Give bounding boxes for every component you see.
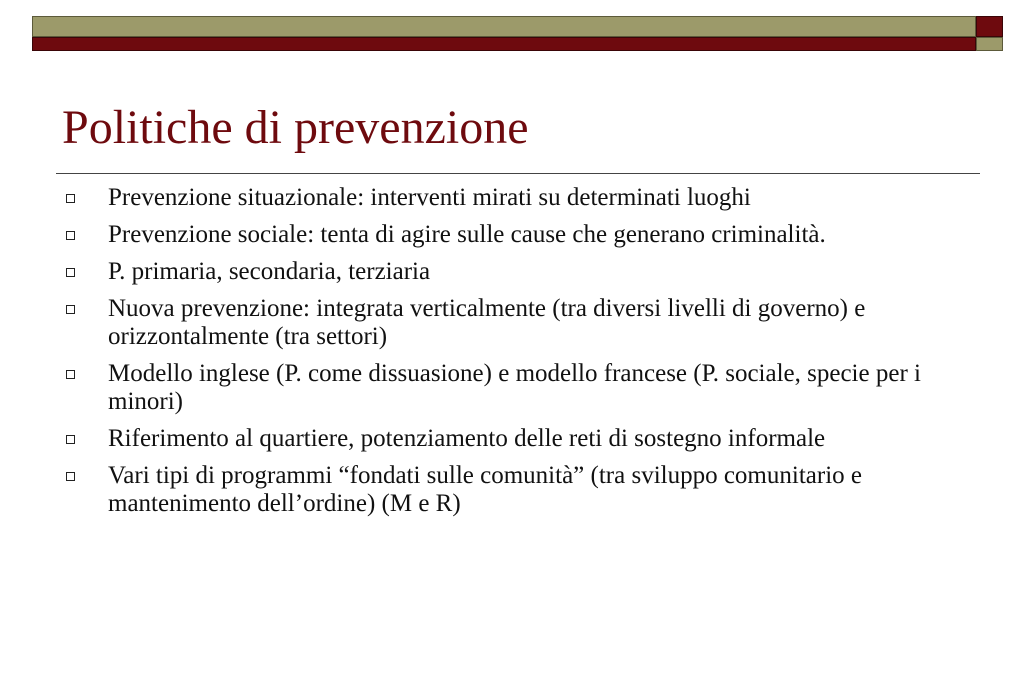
bullet-list [62, 184, 962, 527]
bullet-item [62, 295, 962, 351]
bullet-item [62, 425, 962, 453]
bullet-text: Prevenzione situazionale: interventi mirati su determinati luoghi [108, 184, 751, 211]
bullet-item [62, 462, 962, 518]
square-bullet-icon [66, 268, 75, 277]
bullet-item [62, 184, 962, 212]
bullet-text: Prevenzione sociale: tenta di agire sulle cause che generano criminalità. [108, 221, 826, 248]
bullet-text: Modello inglese (P. come dissuasione) e modello francese (P. sociale, specie per i minori) [108, 360, 921, 415]
header-square-red [976, 16, 1003, 37]
bullet-text: Nuova prevenzione: integrata verticalmente (tra diversi livelli di governo) e orizzontalmente (tra settori) [108, 295, 866, 350]
square-bullet-icon [66, 370, 75, 379]
square-bullet-icon [66, 305, 75, 314]
square-bullet-icon [66, 231, 75, 240]
header-square-olive [976, 37, 1003, 51]
square-bullet-icon [66, 194, 75, 203]
bullet-item [62, 258, 962, 286]
square-bullet-icon [66, 472, 75, 481]
square-bullet-icon [66, 435, 75, 444]
title-divider [56, 173, 980, 174]
bullet-item [62, 221, 962, 249]
bullet-item [62, 360, 962, 416]
bullet-text: Vari tipi di programmi “fondati sulle comunità” (tra sviluppo comunitario e mantenimento dell’ordine) (M e R) [108, 462, 862, 517]
bullet-text: P. primaria, secondaria, terziaria [108, 258, 431, 285]
slide-title: Politiche di prevenzione [62, 101, 529, 154]
header-bar-olive [32, 16, 976, 37]
header-bar-red [32, 37, 976, 51]
bullet-text: Riferimento al quartiere, potenziamento delle reti di sostegno informale [108, 425, 826, 452]
